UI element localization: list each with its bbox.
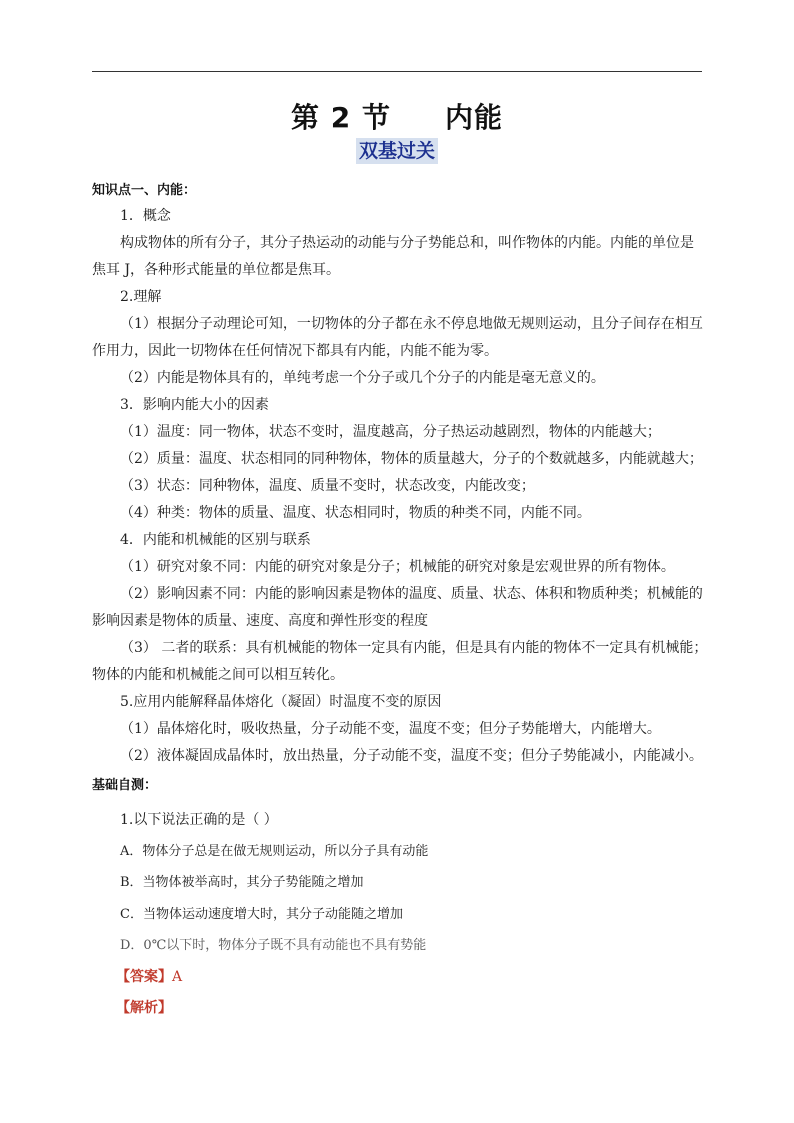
item-crystal-heading: 5.应用内能解释晶体熔化（凝固）时温度不变的原因: [120, 694, 442, 710]
understanding-line-2: 作用力，因此一切物体在任何情况下都具有内能，内能不能为零。: [92, 343, 498, 359]
header-rule: [92, 71, 702, 72]
subtitle-badge: 双基过关: [356, 138, 438, 164]
item-understanding-heading: 2.理解: [120, 289, 162, 305]
factor-temperature: （1）温度：同一物体，状态不变时，温度越高，分子热运动越剧烈，物体的内能越大；: [120, 424, 661, 440]
question-stem: 1.以下说法正确的是（ ）: [120, 812, 278, 828]
option-b: B．当物体被举高时，其分子势能随之增加: [120, 875, 364, 890]
difference-line-1: （1）研究对象不同：内能的研究对象是分子；机械能的研究对象是宏观世界的所有物体。: [120, 559, 675, 575]
title-topic: 内能: [444, 101, 503, 134]
analysis-row: [116, 998, 172, 1018]
option-d: D．0℃以下时，物体分子既不具有动能也不具有势能: [120, 938, 427, 953]
understanding-line-3: （2）内能是物体具有的，单纯考虑一个分子或几个分子的内能是毫无意义的。: [120, 370, 605, 386]
understanding-line-1: （1）根据分子动理论可知，一切物体的分子都在永不停息地做无规则运动，且分子间存在相互: [120, 316, 703, 332]
title-section-number: 第 2 节: [291, 101, 391, 134]
difference-line-5: 物体的内能和机械能之间可以相互转化。: [92, 667, 344, 683]
concept-line-1: 构成物体的所有分子，其分子热运动的动能与分子势能总和，叫作物体的内能。内能的单位是: [120, 235, 694, 251]
difference-line-3: 影响因素是物体的质量、速度、高度和弹性形变的程度: [92, 613, 428, 629]
option-a: A．物体分子总是在做无规则运动，所以分子具有动能: [120, 844, 429, 859]
concept-line-2: 焦耳 J，各种形式能量的单位都是焦耳。: [92, 262, 341, 278]
difference-line-2: （2）影响因素不同：内能的影响因素是物体的温度、质量、状态、体积和物质种类；机械能的: [120, 586, 703, 602]
answer-row: [116, 967, 182, 987]
answer-value: A: [172, 969, 183, 985]
crystal-solidifying: （2）液体凝固成晶体时，放出热量，分子动能不变，温度不变；但分子势能减小，内能减小。: [120, 748, 703, 764]
item-concept-heading: 1．概念: [120, 208, 171, 224]
factor-state: （3）状态：同种物体，温度、质量不变时，状态改变，内能改变；: [120, 478, 535, 494]
crystal-melting: （1）晶体熔化时，吸收热量，分子动能不变，温度不变；但分子势能增大，内能增大。: [120, 721, 661, 737]
factor-type: （4）种类：物体的质量、温度、状态相同时，物质的种类不同，内能不同。: [120, 505, 591, 521]
subtitle-container: [0, 138, 794, 164]
answer-label: 【答案】: [116, 969, 172, 985]
section-heading-knowledge: 知识点一、内能：: [92, 183, 197, 198]
factor-mass: （2）质量：温度、状态相同的同种物体，物体的质量越大，分子的个数就越多，内能就越大；: [120, 451, 703, 467]
item-difference-heading: 4．内能和机械能的区别与联系: [120, 532, 311, 548]
option-c: C．当物体运动速度增大时，其分子动能随之增加: [120, 907, 403, 922]
difference-line-4: （3） 二者的联系：具有机械能的物体一定具有内能，但是具有内能的物体不一定具有机械能；: [120, 640, 708, 656]
analysis-label: 【解析】: [116, 1000, 172, 1016]
section-heading-self-test: 基础自测：: [92, 778, 158, 793]
item-factors-heading: 3．影响内能大小的因素: [120, 397, 269, 413]
page-title: [0, 96, 794, 136]
